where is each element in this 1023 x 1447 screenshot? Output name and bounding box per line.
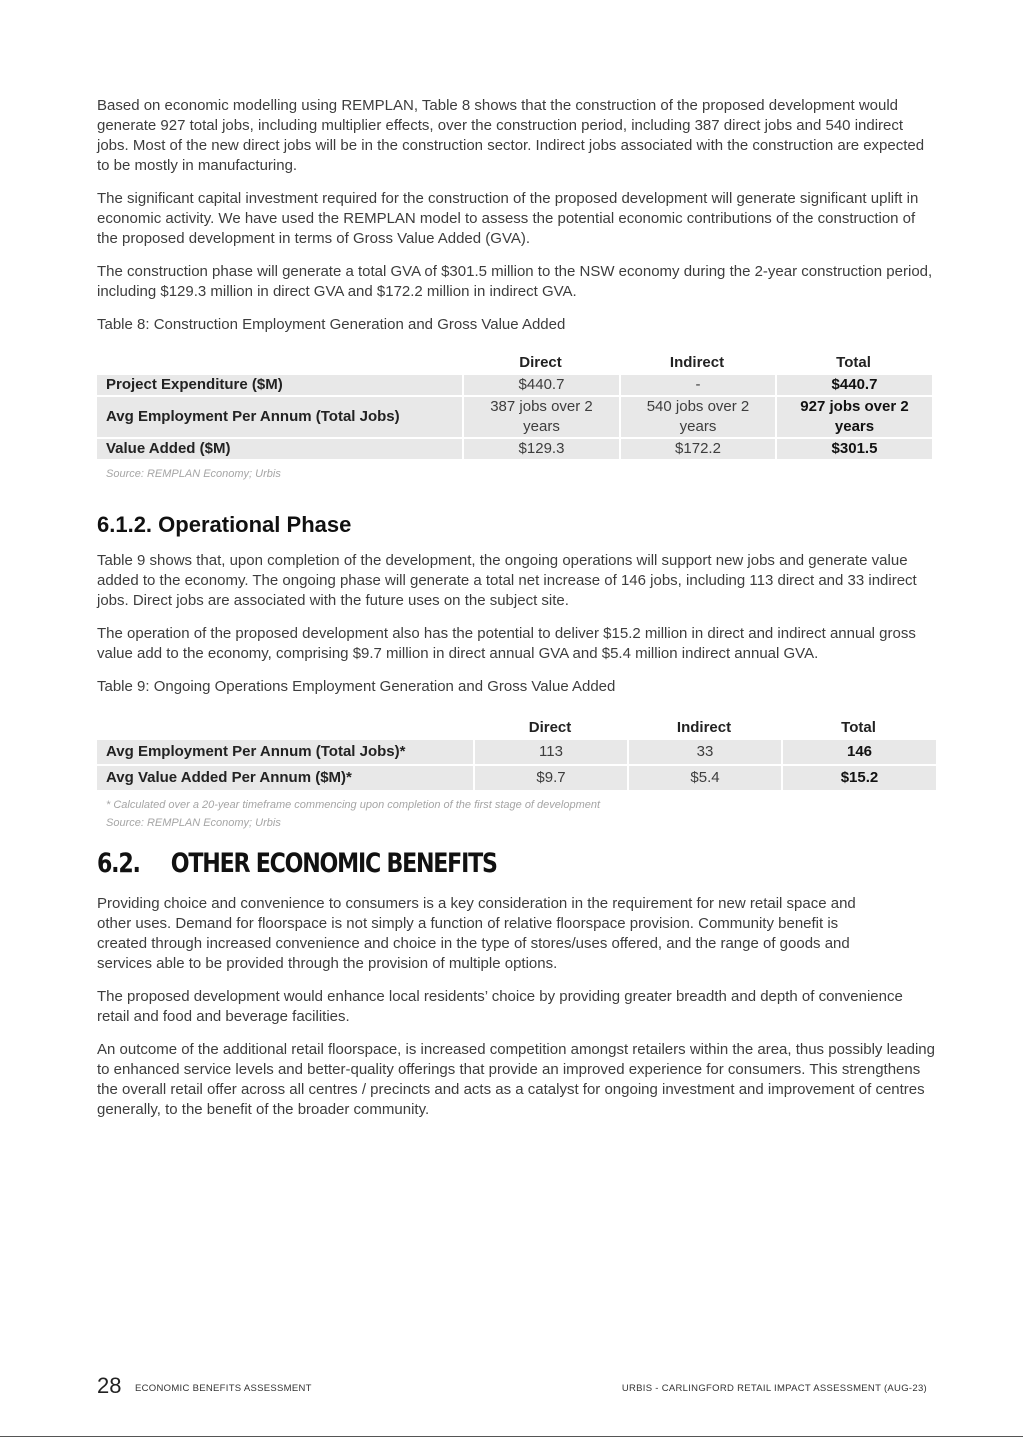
table8-caption: Table 8: Construction Employment Generation and Gross Value Added xyxy=(97,316,566,333)
cell-direct: $440.7 xyxy=(462,375,619,395)
section-title: OTHER ECONOMIC BENEFITS xyxy=(170,848,497,879)
footer-document-label: URBIS - CARLINGFORD RETAIL IMPACT ASSESSMENT (AUG-23) xyxy=(621,1383,927,1394)
cell-total: 146 xyxy=(781,740,936,764)
cell-total: $15.2 xyxy=(781,766,936,790)
cell-total: $301.5 xyxy=(775,439,932,459)
row-label: Project Expenditure ($M) xyxy=(97,375,462,395)
section-heading xyxy=(97,848,784,880)
intro-paragraph-3: The construction phase will generate a total GVA of $301.5 million to the NSW economy during the 2-year construction period, including $129.3 million in direct GVA and $172.2 million in indirect GVA. xyxy=(97,263,933,300)
table8-header-row xyxy=(97,351,932,373)
section-number: 6.2. xyxy=(97,848,140,879)
cell-direct: 113 xyxy=(473,740,627,764)
table8-source: Source: REMPLAN Economy; Urbis xyxy=(106,468,281,480)
cell-total: 927 jobs over 2 years xyxy=(775,397,932,437)
table9-source: Source: REMPLAN Economy; Urbis xyxy=(106,817,281,829)
page-number: 28 xyxy=(97,1373,122,1398)
cell-indirect: $172.2 xyxy=(619,439,775,459)
table9-header-row xyxy=(97,716,936,738)
benefits-paragraph-1: Providing choice and convenience to consumers is a key consideration in the requirement for new retail space and other uses. Demand for floorspace is not simply a function of relative floorspace provision. Community benefit is created through increased convenience and choice in the type of stores/uses offered, and the range of goods and services able to be provided through the provision of multiple options. xyxy=(97,895,856,972)
benefits-paragraph-3: An outcome of the additional retail floorspace, is increased competition amongst retailers within the area, thus possibly leading to enhanced service levels and better-quality offerings that provide an improved experience for consumers. This strengthens the overall retail offer across all centres / precincts and acts as a catalyst for ongoing investment and improvement of centres generally, to the benefit of the broader community. xyxy=(97,1041,935,1118)
row-label: Avg Employment Per Annum (Total Jobs) xyxy=(97,397,462,437)
cell-direct: $9.7 xyxy=(473,766,627,790)
operational-phase-heading: 6.1.2. Operational Phase xyxy=(97,512,352,537)
table8-header-total: Total xyxy=(836,353,871,371)
operational-paragraph-2: The operation of the proposed development also has the potential to deliver $15.2 million in direct and indirect annual gross value add to the economy, comprising $9.7 million in direct annual GVA and $5.4 million indirect annual GVA. xyxy=(97,625,916,662)
table-row xyxy=(97,766,936,790)
row-label: Avg Employment Per Annum (Total Jobs)* xyxy=(97,740,473,764)
cell-direct: $129.3 xyxy=(462,439,619,459)
page-footer xyxy=(97,1373,927,1399)
table8-header-indirect: Indirect xyxy=(669,353,725,371)
table8-header-direct: Direct xyxy=(519,353,562,371)
cell-indirect: 540 jobs over 2 years xyxy=(619,397,775,437)
cell-indirect: - xyxy=(619,375,775,395)
table9-caption: Table 9: Ongoing Operations Employment Generation and Gross Value Added xyxy=(97,678,616,695)
table-row xyxy=(97,740,936,764)
intro-paragraph-1: Based on economic modelling using REMPLAN, Table 8 shows that the construction of the proposed development would generate 927 total jobs, including multiplier effects, over the construction period, including 387 direct jobs and 540 indirect jobs. Most of the new direct jobs will be in the construction sector. Indirect jobs associated with the construction are expected to be mostly in manufacturing. xyxy=(97,97,925,174)
table-row xyxy=(97,397,932,437)
table-row xyxy=(97,439,932,459)
table9-header-indirect: Indirect xyxy=(676,718,732,736)
cell-direct: 387 jobs over 2 years xyxy=(462,397,619,437)
intro-paragraph-2: The significant capital investment required for the construction of the proposed development will generate significant uplift in economic activity. We have used the REMPLAN model to assess the potential economic contributions of the construction of the proposed development in terms of Gross Value Added (GVA). xyxy=(97,190,919,247)
table9-header-direct: Direct xyxy=(528,718,572,736)
cell-indirect: $5.4 xyxy=(627,766,781,790)
footer-section-label: ECONOMIC BENEFITS ASSESSMENT xyxy=(135,1383,312,1394)
page-content xyxy=(97,96,935,1133)
table9-footnote: * Calculated over a 20-year timeframe commencing upon completion of the first stage of development xyxy=(106,799,601,811)
table9-header-total: Total xyxy=(841,718,876,736)
cell-indirect: 33 xyxy=(627,740,781,764)
table9-header-blank xyxy=(97,716,473,738)
row-label: Avg Value Added Per Annum ($M)* xyxy=(97,766,473,790)
table-row xyxy=(97,375,932,395)
row-label: Value Added ($M) xyxy=(97,439,462,459)
benefits-paragraph-2: The proposed development would enhance local residents’ choice by providing greater breadth and depth of convenience retail and food and beverage facilities. xyxy=(97,988,903,1025)
table8-header-blank xyxy=(97,351,462,373)
cell-total: $440.7 xyxy=(775,375,932,395)
table9 xyxy=(97,714,936,792)
operational-paragraph-1: Table 9 shows that, upon completion of the development, the ongoing operations will support new jobs and generate value added to the economy. The ongoing phase will generate a total net increase of 146 jobs, including 113 direct and 33 indirect jobs. Direct jobs are associated with the future uses on the subject site. xyxy=(97,552,917,609)
page-bottom-edge xyxy=(0,1436,1023,1447)
table8 xyxy=(97,349,932,461)
